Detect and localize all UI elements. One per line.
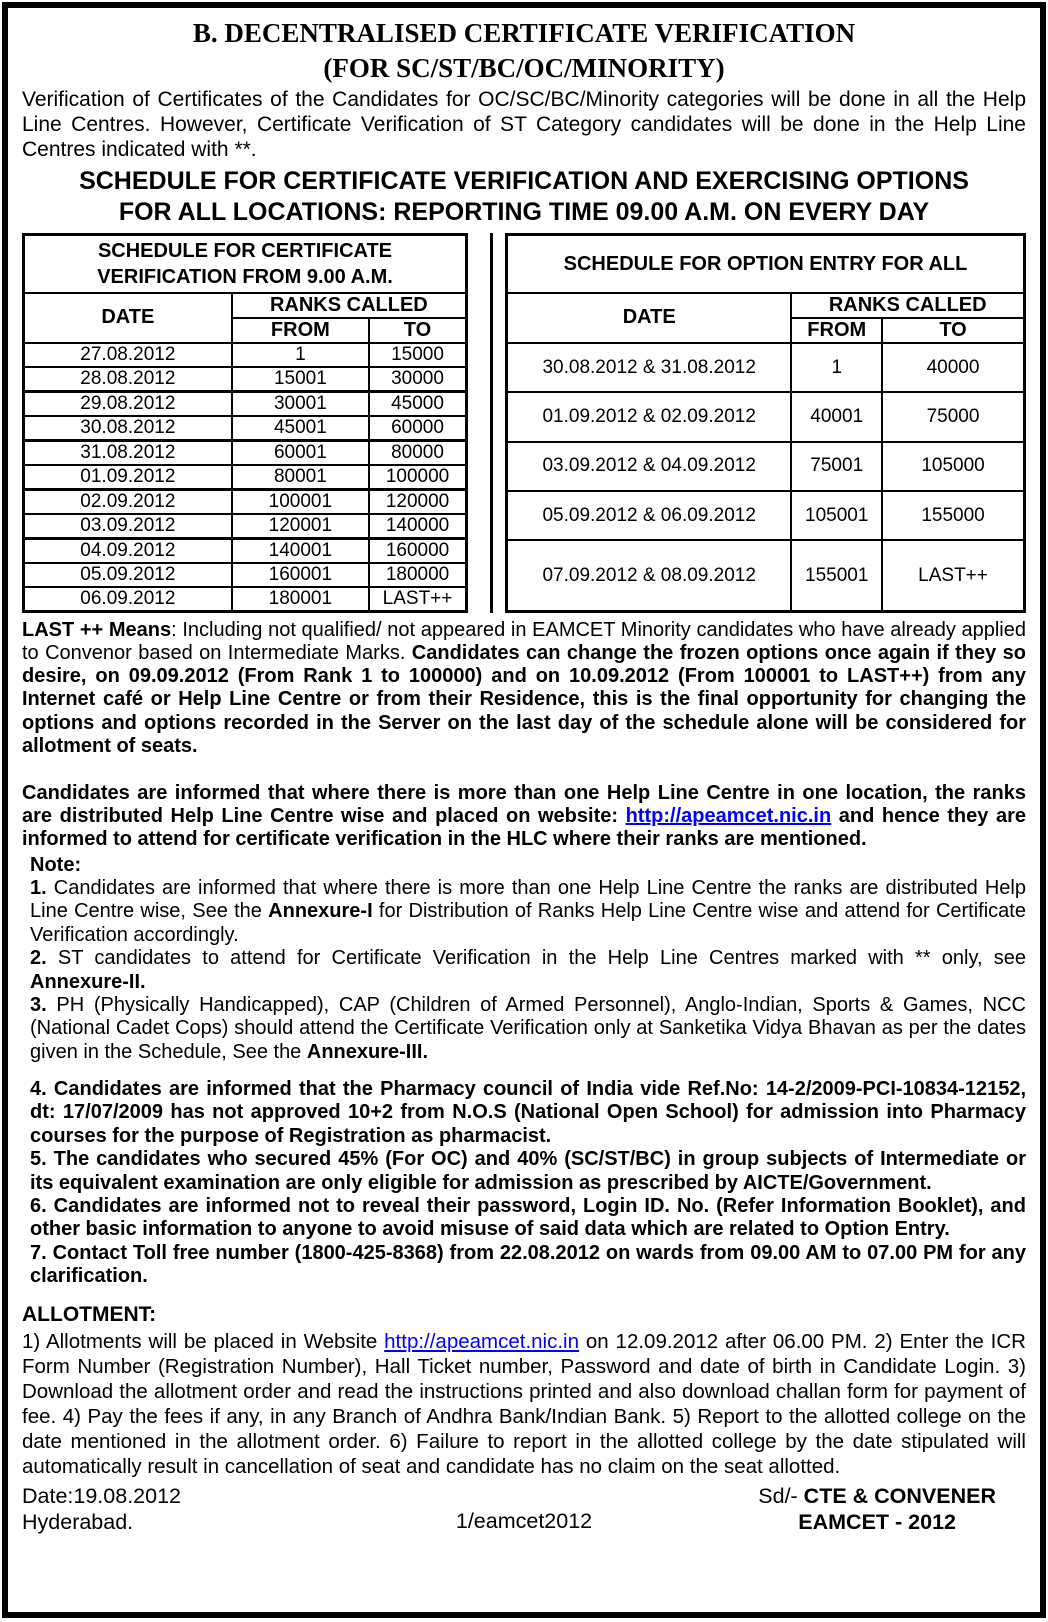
footer-signature-block: [758, 1483, 996, 1537]
from-cell: 1: [232, 343, 369, 367]
date-cell: 01.09.2012: [24, 465, 232, 490]
table-row: [24, 587, 467, 612]
footer-organization: [758, 1509, 996, 1536]
note-item-7: 7. Contact Toll free number (1800-425-8368) from 22.08.2012 on wards from 09.00 AM to 07.00 PM for any clarification.: [30, 1241, 1026, 1288]
to-cell: LAST++: [369, 587, 466, 612]
document-title-line2: (FOR SC/ST/BC/OC/MINORITY): [323, 52, 725, 83]
note-label: Note:: [30, 853, 82, 876]
schedule-heading: [22, 166, 1026, 227]
annexure-3-ref: Annexure-III.: [306, 1040, 429, 1063]
date-cell: 29.08.2012: [24, 391, 232, 416]
allotment-text-after-link: on 12.09.2012 after 06.00 PM. 2) Enter the ICR Form Number (Registration Number), Hall Ticket number, Password and date of birth in Candidate Login. 3) Download the allotment order and read the instructions printed and also download challan form for payment of fee. 4) Pay the fees if any, in any Branch of Andhra Bank/Indian Bank. 5) Report to the allotted college on the date mentioned in the allotment order. 6) Failure to report in the allotted college by the date stipulated will automatically result in cancellation of seat and candidate has no claim on the seat allotted.: [22, 1329, 1026, 1478]
allotment-section: [22, 1303, 1026, 1479]
from-cell: 45001: [232, 416, 369, 441]
table-row: [507, 540, 1025, 611]
from-cell: 15001: [232, 367, 369, 392]
from-cell: 140001: [232, 538, 369, 563]
to-cell: 75000: [882, 392, 1024, 441]
schedule-heading-line2: FOR ALL LOCATIONS: REPORTING TIME 09.00 A.M. ON EVERY DAY: [118, 197, 930, 226]
table-row: [507, 392, 1025, 441]
footer-reference: 1/eamcet2012: [455, 1509, 593, 1534]
table-row: [24, 367, 467, 392]
to-cell: LAST++: [882, 540, 1024, 611]
note-number: 1.: [30, 876, 47, 899]
footer-place: Hyderabad.: [22, 1510, 134, 1535]
note-item-1: [30, 877, 1026, 947]
to-cell: 30000: [369, 367, 466, 392]
table-row: [24, 465, 467, 490]
note-number: 2.: [30, 947, 47, 970]
from-cell: 75001: [791, 442, 882, 491]
option-entry-schedule-table: [505, 233, 1026, 613]
date-cell: 05.09.2012: [24, 563, 232, 587]
date-cell: 30.08.2012: [24, 416, 232, 441]
table-row: [24, 440, 467, 465]
table-row: [507, 343, 1025, 392]
document-footer: [22, 1483, 1026, 1537]
column-header-to: TO: [369, 318, 466, 343]
date-cell: 04.09.2012: [24, 538, 232, 563]
date-cell: 30.08.2012 & 31.08.2012: [507, 343, 792, 392]
table-row: [507, 442, 1025, 491]
to-cell: 180000: [369, 563, 466, 587]
column-header-from: FROM: [791, 318, 882, 343]
note-text: Candidates are informed that where there is more than one Help Line Centre the ranks are distributed Help Line Centre wise, See the: [30, 876, 1026, 923]
from-cell: 40001: [791, 392, 882, 441]
from-cell: 1: [791, 343, 882, 392]
from-cell: 105001: [791, 491, 882, 540]
hlc-text-after-link: and hence they are informed to attend for certificate verification in the HLC where their ranks are mentioned.: [22, 805, 1026, 851]
table-row: [24, 489, 467, 514]
column-header-ranks-called: RANKS CALLED: [791, 293, 1024, 318]
date-cell: 07.09.2012 & 08.09.2012: [507, 540, 792, 611]
footer-signatory-line: [758, 1483, 996, 1510]
from-cell: 30001: [232, 391, 369, 416]
date-cell: 05.09.2012 & 06.09.2012: [507, 491, 792, 540]
column-header-from: FROM: [232, 318, 369, 343]
allotment-text-before-link: 1) Allotments will be placed in Website: [22, 1329, 385, 1353]
hlc-text-before-link: Candidates are informed that where there is more than one Help Line Centre in one location, the ranks are distributed Help Line Centre wise and placed on website:: [22, 782, 1026, 828]
option-table-title: SCHEDULE FOR OPTION ENTRY FOR ALL: [507, 235, 1025, 293]
to-cell: 40000: [882, 343, 1024, 392]
footer-date: Date:19.08.2012: [22, 1483, 181, 1508]
notes-section: [22, 854, 1026, 1289]
table-row: [24, 538, 467, 563]
date-cell: 02.09.2012: [24, 489, 232, 514]
note-text: ST candidates to attend for Certificate Verification in the Help Line Centres marked with ** only, see: [46, 947, 1026, 970]
annexure-2-ref: Annexure-II.: [30, 970, 146, 993]
intro-paragraph: Verification of Certificates of the Candidates for OC/SC/BC/Minority categories will be done in all the Help Line Centres. However, Certificate Verification of ST Category candidates will be done in the Help Line Centres indicated with **.: [22, 88, 1026, 161]
date-cell: 28.08.2012: [24, 367, 232, 392]
column-header-ranks-called: RANKS CALLED: [232, 293, 467, 318]
from-cell: 180001: [232, 587, 369, 612]
last-plus-means-text: : Including not qualified/ not appeared in EAMCET Minority candidates who have already applied to Convenor based on Intermediate Marks.: [22, 618, 1026, 665]
footer-sd: Sd/-: [758, 1483, 804, 1508]
last-plus-means-label: LAST ++ Means: [22, 618, 172, 641]
apeamcet-website-link[interactable]: http://apeamcet.nic.in: [384, 1329, 580, 1353]
from-cell: 60001: [232, 440, 369, 465]
date-cell: 01.09.2012 & 02.09.2012: [507, 392, 792, 441]
note-number: 3.: [30, 993, 47, 1016]
note-item-4: 4. Candidates are informed that the Pharmacy council of India vide Ref.No: 14-2/2009-PCI-10834-12152, dt: 17/07/2009 has not approved 10+2 from N.O.S (National Open School) for admission into Pharmacy courses for the purpose of Registration as pharmacist.: [30, 1078, 1026, 1147]
to-cell: 160000: [369, 538, 466, 563]
note-item-5: 5. The candidates who secured 45% (For OC) and 40% (SC/ST/BC) in group subjects of Intermediate or its equivalent examination are only eligible for admission as prescribed by AICTE/Government.: [30, 1148, 1026, 1194]
verification-schedule-table: [22, 233, 468, 613]
document-page: [2, 2, 1046, 1618]
date-cell: 31.08.2012: [24, 440, 232, 465]
column-header-date: DATE: [24, 293, 232, 343]
document-title-line1: B. DECENTRALISED CERTIFICATE VERIFICATION: [192, 18, 856, 48]
last-plus-means-paragraph: [22, 619, 1026, 758]
verification-table-title: SCHEDULE FOR CERTIFICATE VERIFICATION FROM 9.00 A.M.: [24, 235, 467, 293]
to-cell: 105000: [882, 442, 1024, 491]
table-row: [24, 391, 467, 416]
to-cell: 100000: [369, 465, 466, 490]
date-cell: 27.08.2012: [24, 343, 232, 367]
footer-org-text: EAMCET - 2012: [798, 1510, 956, 1535]
note-text: PH (Physically Handicapped), CAP (Children of Armed Personnel), Anglo-Indian, Sports & Games, NCC (National Cadet Cops) should attend the Certificate Verification only at Sanketika Vidya Bhavan as per the dates given in the Schedule, See the: [30, 993, 1026, 1063]
date-cell: 03.09.2012 & 04.09.2012: [507, 442, 792, 491]
schedule-tables: [22, 233, 1026, 613]
footer-date-place: [22, 1483, 181, 1537]
annexure-1-ref: Annexure-I: [268, 900, 373, 923]
note-text: for Distribution of Ranks Help Line Centre wise and attend for Certificate Verification accordingly.: [30, 900, 1026, 946]
to-cell: 155000: [882, 491, 1024, 540]
table-row: [507, 491, 1025, 540]
footer-signatory: CTE & CONVENER: [803, 1483, 996, 1508]
from-cell: 160001: [232, 563, 369, 587]
note-item-3: [30, 994, 1026, 1064]
to-cell: 140000: [369, 514, 466, 539]
table-row: [24, 514, 467, 539]
date-cell: 03.09.2012: [24, 514, 232, 539]
column-header-date: DATE: [507, 293, 792, 343]
table-row: [24, 416, 467, 441]
table-divider: [490, 233, 493, 613]
from-cell: 100001: [232, 489, 369, 514]
hlc-distribution-paragraph: [22, 782, 1026, 852]
schedule-heading-line1: SCHEDULE FOR CERTIFICATE VERIFICATION AND EXERCISING OPTIONS: [79, 167, 969, 196]
to-cell: 80000: [369, 440, 466, 465]
from-cell: 80001: [232, 465, 369, 490]
document-title: [22, 16, 1026, 85]
last-plus-change-options-text: Candidates can change the frozen options once again if they so desire, on 09.09.2012 (From Rank 1 to 100000) and on 10.09.2012 (From 100001 to LAST++) from any Internet café or Help Line Centre or from their Residence, this is the final opportunity for changing the options and options recorded in the Server on the last day of the schedule alone will be considered for allotment of seats.: [22, 642, 1026, 757]
allotment-label: ALLOTMENT:: [22, 1302, 157, 1326]
date-cell: 06.09.2012: [24, 587, 232, 612]
to-cell: 45000: [369, 391, 466, 416]
allotment-paragraph: [22, 1329, 1026, 1479]
to-cell: 60000: [369, 416, 466, 441]
column-header-to: TO: [882, 318, 1024, 343]
table-row: [24, 563, 467, 587]
to-cell: 120000: [369, 489, 466, 514]
apeamcet-website-link[interactable]: http://apeamcet.nic.in: [625, 805, 832, 828]
note-item-6: 6. Candidates are informed not to reveal their password, Login ID. No. (Refer Information Booklet), and other basic information to anyone to avoid misuse of said data which are related to Option Entry.: [30, 1195, 1026, 1241]
table-row: [24, 343, 467, 367]
from-cell: 155001: [791, 540, 882, 611]
note-item-2: [30, 947, 1026, 994]
to-cell: 15000: [369, 343, 466, 367]
from-cell: 120001: [232, 514, 369, 539]
